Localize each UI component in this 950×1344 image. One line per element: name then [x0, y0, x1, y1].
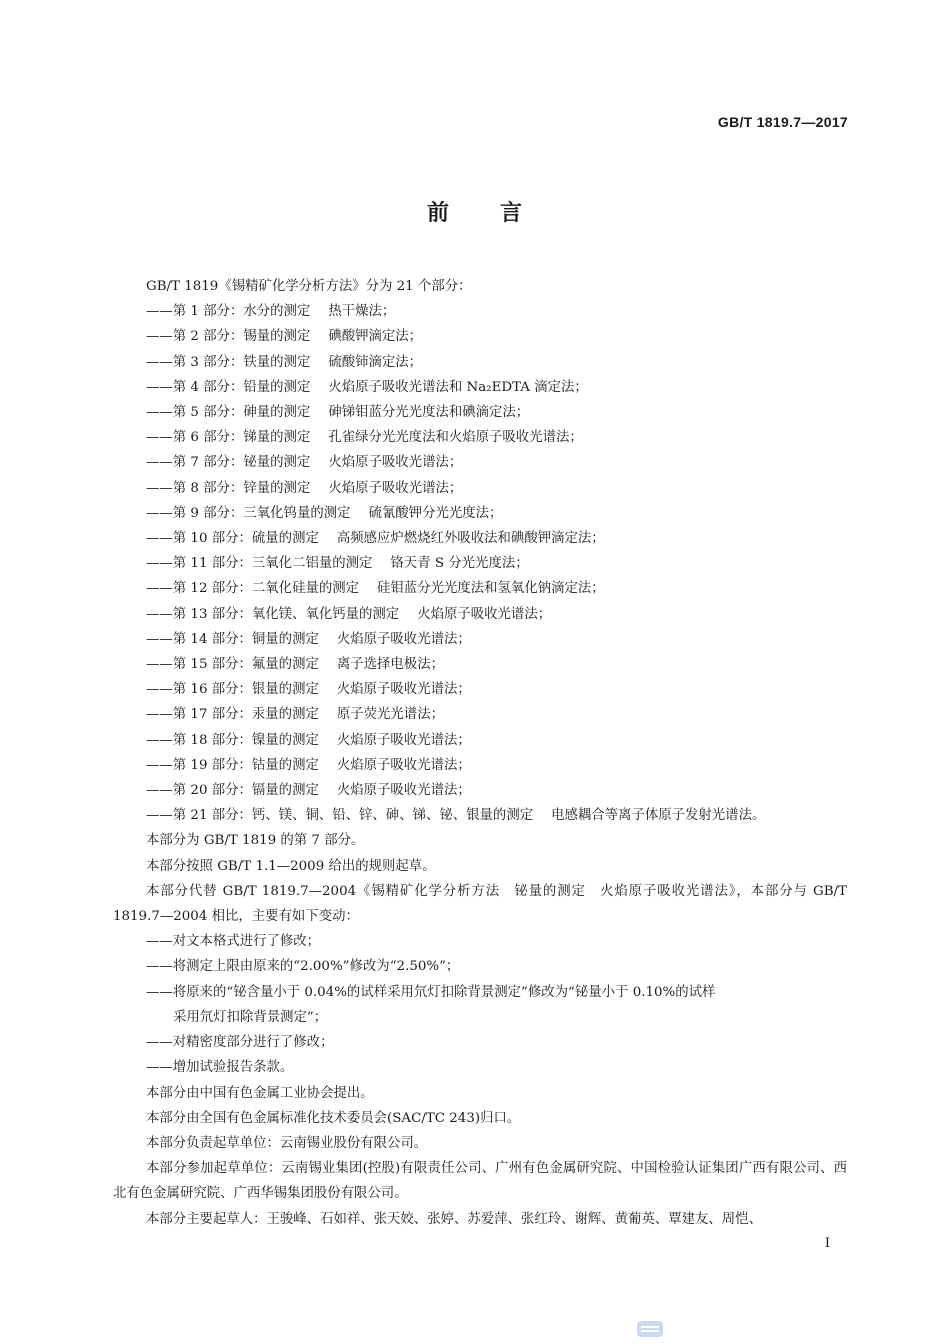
title-char-1: 前: [426, 201, 450, 226]
list-item: ——第 1 部分：水分的测定 热干燥法；: [146, 304, 396, 320]
list-item: ——第 21 部分：钙、镁、铜、铅、锌、砷、锑、铋、银量的测定 电感耦合等离子体原子发射光谱法。: [146, 808, 766, 824]
list-item-continuation: 采用氘灯扣除背景测定”；: [173, 1009, 328, 1025]
document-body: [113, 274, 847, 1232]
intro-paragraph: GB/T 1819《锡精矿化学分析方法》分为 21 个部分：: [146, 279, 472, 294]
page-number: I: [824, 1236, 830, 1251]
list-item: ——第 20 部分：镉量的测定 火焰原子吸收光谱法；: [146, 783, 471, 799]
parts-list: [113, 299, 847, 828]
list-item: ——第 19 部分：钴量的测定 火焰原子吸收光谱法；: [146, 757, 471, 773]
list-item: ——第 13 部分：氧化镁、氧化钙量的测定 火焰原子吸收光谱法；: [146, 606, 552, 622]
list-item: ——第 17 部分：汞量的测定 原子荧光光谱法；: [146, 707, 444, 723]
list-item: ——第 11 部分：三氧化二铝量的测定 铬天青 S 分光光度法；: [146, 556, 529, 572]
participating-units-paragraph: 本部分参加起草单位：云南锡业集团(控股)有限责任公司、广州有色金属研究院、中国检验认证集团广西有限公司、西北有色金属研究院、广西华锡集团股份有限公司。: [113, 1161, 847, 1202]
list-item: ——增加试验报告条款。: [146, 1060, 294, 1076]
list-item: ——将原来的“铋含量小于 0.04%的试样采用氘灯扣除背景测定”修改为“铋量小于 0.10%的试样: [146, 984, 716, 1000]
list-item: ——第 15 部分：氟量的测定 离子选择电极法；: [146, 657, 444, 673]
replace-paragraph: 本部分代替 GB/T 1819.7—2004《锡精矿化学分析方法 铋量的测定 火焰原子吸收光谱法》，本部分与 GB/T 1819.7—2004 相比，主要有如下变动：: [113, 883, 847, 925]
list-item: ——第 6 部分：锑量的测定 孔雀绿分光光度法和火焰原子吸收光谱法；: [146, 430, 583, 446]
list-item: ——第 9 部分：三氧化钨量的测定 硫氰酸钾分光光度法；: [146, 505, 503, 521]
proposed-paragraph: 本部分由中国有色金属工业协会提出。: [146, 1085, 374, 1101]
rules-paragraph: 本部分按照 GB/T 1.1—2009 给出的规则起草。: [146, 858, 436, 874]
changes-list: [113, 929, 847, 1080]
page-title: [0, 196, 950, 227]
standard-code: GB/T 1819.7—2017: [717, 114, 848, 130]
title-char-2: 言: [500, 201, 524, 226]
list-item: ——第 12 部分：二氧化硅量的测定 硅钼蓝分光光度法和氢氧化钠滴定法；: [146, 581, 605, 597]
list-item: ——第 8 部分：锌量的测定 火焰原子吸收光谱法；: [146, 480, 463, 496]
list-item: ——第 5 部分：砷量的测定 砷锑钼蓝分光光度法和碘滴定法；: [146, 405, 530, 421]
list-item: ——第 7 部分：铋量的测定 火焰原子吸收光谱法；: [146, 455, 463, 471]
list-item: ——第 16 部分：银量的测定 火焰原子吸收光谱法；: [146, 682, 471, 698]
sac-logo-icon: [636, 1318, 664, 1340]
part7-paragraph: 本部分为 GB/T 1819 的第 7 部分。: [146, 833, 365, 849]
list-item: ——第 10 部分：硫量的测定 高频感应炉燃烧红外吸收法和碘酸钾滴定法；: [146, 531, 605, 547]
list-item: ——第 14 部分：铜量的测定 火焰原子吸收光谱法；: [146, 631, 471, 647]
centralized-paragraph: 本部分由全国有色金属标准化技术委员会(SAC/TC 243)归口。: [146, 1110, 521, 1126]
list-item: ——第 2 部分：锡量的测定 碘酸钾滴定法；: [146, 329, 423, 345]
list-item: ——第 3 部分：铁量的测定 硫酸铈滴定法；: [146, 354, 423, 370]
list-item: ——第 18 部分：镍量的测定 火焰原子吸收光谱法；: [146, 732, 471, 748]
list-item: ——对精密度部分进行了修改；: [146, 1035, 334, 1051]
list-item: ——将测定上限由原来的“2.00%”修改为“2.50%”；: [146, 959, 460, 975]
list-item: ——对文本格式进行了修改；: [146, 934, 321, 950]
drafters-paragraph: 本部分主要起草人：王骏峰、石如祥、张天姣、张婷、苏爱萍、张红玲、谢辉、黄葡英、覃建友、周恺、: [146, 1211, 762, 1227]
list-item: ——第 4 部分：铅量的测定 火焰原子吸收光谱法和 Na₂EDTA 滴定法；: [146, 379, 588, 395]
drafting-unit-paragraph: 本部分负责起草单位：云南锡业股份有限公司。: [146, 1135, 428, 1151]
